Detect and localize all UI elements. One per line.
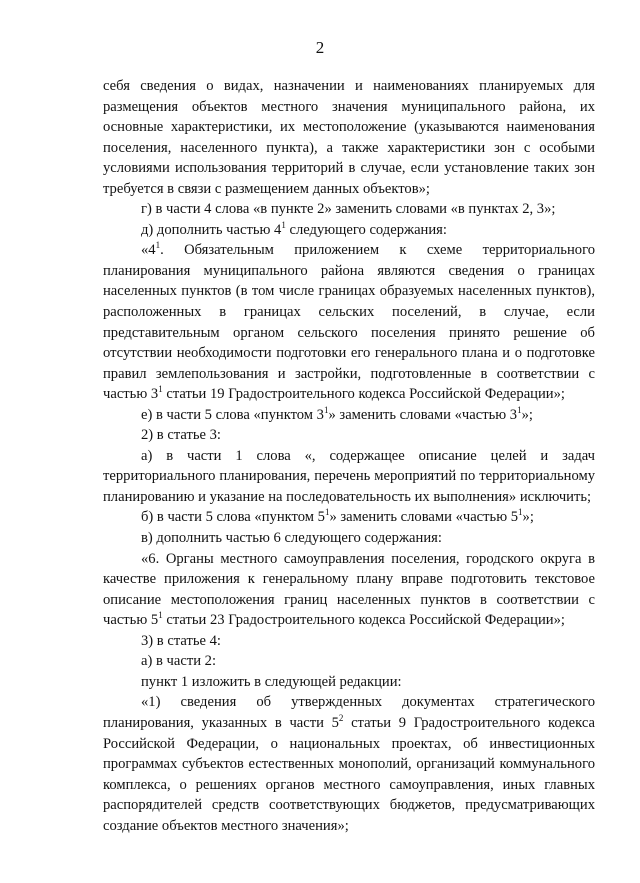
paragraph: а) в части 2: (141, 653, 217, 670)
paragraph: д) дополнить частью $4^1$ следующего содержания: (141, 219, 447, 238)
superscript: 1 (324, 507, 330, 518)
superscript: 1 (158, 610, 163, 621)
superscript: 1 (517, 404, 522, 415)
paragraph: «$4^1$. Обязательным приложением к схеме территориального планирования муниципального района являются сведения о границах населенных пунктов (в том числе границах образуемых населенных пунктов), расположенных в границах сельских поселений, в случае, если представительным органом сельского поселения принято решение об отсутствии необходимости подготовки его генерального плана и о подготовке правил землепользования и застройки, подготовленные в соответствии с частью $3^1$ статьи 19 Градостроительного кодекса Российской Федерации»; (103, 240, 595, 403)
paragraph: «6. Органы местного самоуправления поселения, городского округа в качестве приложения к генеральному плану вправе подготовить текстовое описание местоположения границ населенных пунктов в соответствии с частью $5^1$ статьи 23 Градостроительного кодекса Российской Федерации»; (103, 550, 595, 629)
paragraph: пункт 1 изложить в следующей редакции: (141, 673, 402, 690)
paragraph: 3) в статье 4: (141, 632, 221, 649)
page-number: 2 (315, 38, 325, 57)
superscript: 1 (323, 404, 329, 415)
paragraph: г) в части 4 слова «в пункте 2» заменить словами «в пунктах 2, 3»; (141, 201, 556, 218)
paragraph: «1) сведения об утвержденных документах стратегического планирования, указанных в части $5^2$ статьи 9 Градостроительного кодекса Российской Федерации, о национальных проектах, об инвестиционных программах субъектов естественных монополий, организаций коммунального комплекса, о решениях органов местного самоуправления, иных главных распорядителей средств соответствующих бюджетов, предусматривающих создание объектов местного значения»; (103, 694, 595, 834)
paragraph: себя сведения о видах, назначении и наименованиях планируемых для размещения объектов местного значения муниципального района, их основные характеристики, их местоположение (указываются наименования поселения, населенного пункта), а также характеристики зон с особыми условиями использования территорий в случае, если установление таких зон требуется в связи с размещением данных объектов»; (103, 78, 595, 197)
paragraph: в) дополнить частью 6 следующего содержания: (141, 530, 442, 547)
document-body (103, 76, 595, 836)
superscript: 1 (281, 219, 286, 230)
paragraph: е) в части 5 слова «пунктом $3^1$» заменить словами «частью $3^1$»; (141, 404, 533, 423)
paragraph: б) в части 5 слова «пунктом $5^1$» заменить словами «частью $5^1$»; (141, 507, 534, 526)
superscript: 1 (518, 507, 523, 518)
paragraph: а) в части 1 слова «, содержащее описание целей и задач территориального планирования, перечень мероприятий по территориальному планированию и указание на последовательность их выполнения» исключить; (103, 447, 595, 505)
superscript: 2 (338, 712, 344, 723)
paragraph: 2) в статье 3: (141, 427, 221, 444)
superscript: 1 (158, 384, 163, 395)
superscript: 1 (155, 240, 161, 251)
